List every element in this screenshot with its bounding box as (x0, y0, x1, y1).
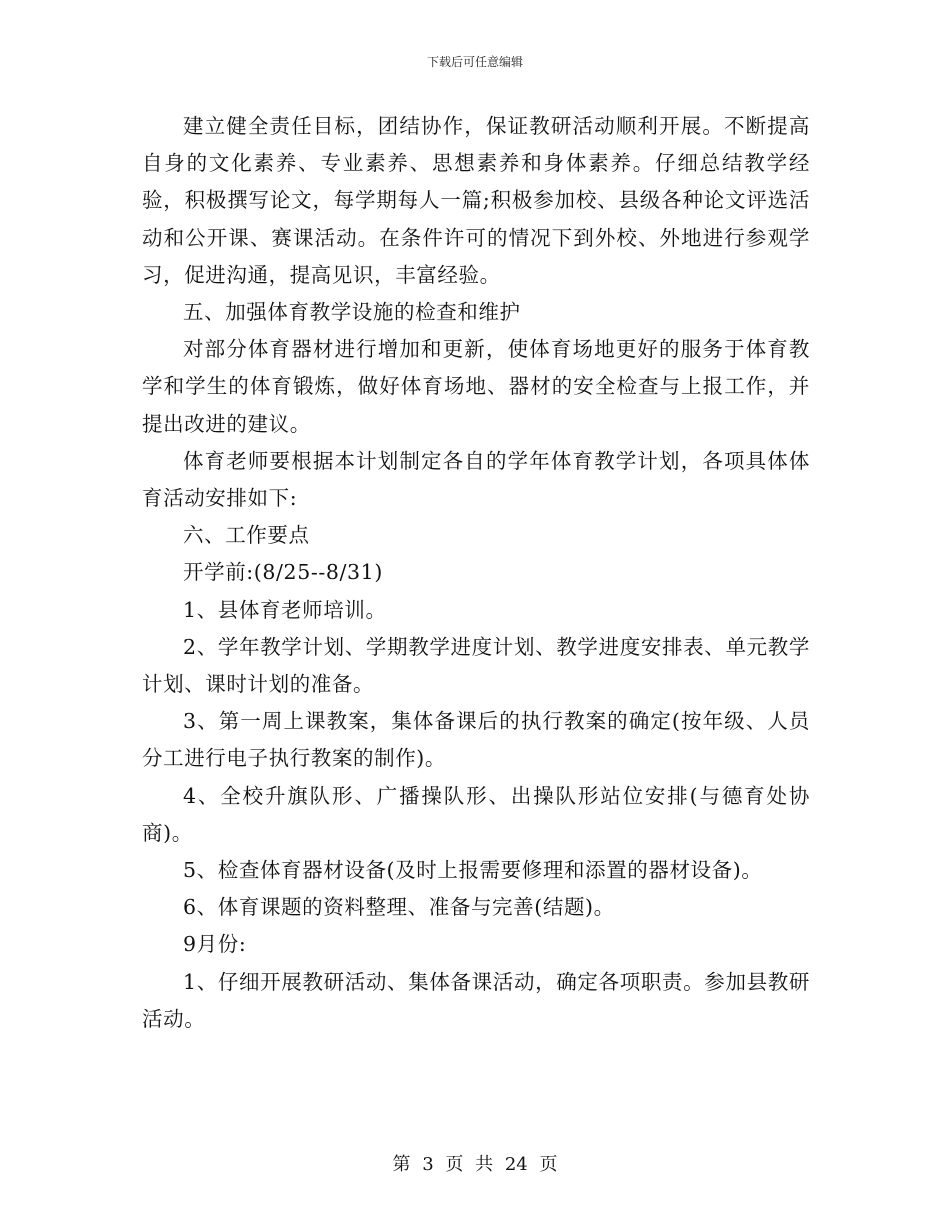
list-item: 5、检查体育器材设备(及时上报需要修理和添置的器材设备)。 (183, 858, 763, 883)
list-item: 3、第一周上课教案，集体备课后的执行教案的确定(按年级、人员分工进行电子执行教案的制作)。 (142, 709, 810, 771)
list-item: 2、学年教学计划、学期教学进度计划、教学进度安排表、单元教学计划、课时计划的准备。 (142, 634, 810, 697)
list-item: 4、全校升旗队形、广播操队形、出操队形站位安排(与德育处协商)。 (142, 783, 810, 845)
section-heading-5: 五、加强体育教学设施的检查和维护 (183, 300, 521, 325)
paragraph-equipment: 对部分体育器材进行增加和更新，使体育场地更好的服务于体育教学和学生的体育锻炼，做好体育场地、器材的安全检查与上报工作，并提出改进的建议。 (142, 337, 810, 436)
paragraph-plan-intro: 体育老师要根据本计划制定各自的学年体育教学计划，各项具体体育活动安排如下: (142, 448, 810, 511)
page-number-footer: 第 3 页 共 24 页 (392, 1154, 558, 1175)
page-header: 下载后可任意编辑 (426, 55, 523, 69)
paragraph-responsibility: 建立健全责任目标，团结协作，保证教研活动顺利开展。不断提高自身的文化素养、专业素养、思想素养和身体素养。仔细总结教学经验，积极撰写论文，每学期每人一篇;积极参加校、县级各种论文评选活动和公开课、赛课活动。在条件许可的情况下到外校、外地进行参观学习，促进沟通，提高见识，丰富经验。 (142, 114, 810, 287)
period-heading-september: 9月份: (183, 932, 247, 957)
section-heading-6: 六、工作要点 (183, 523, 310, 548)
document-body (142, 108, 810, 1038)
list-item: 1、县体育老师培训。 (183, 597, 387, 622)
list-item: 1、仔细开展教研活动、集体备课活动，确定各项职责。参加县教研活动。 (142, 969, 810, 1031)
list-item: 6、体育课题的资料整理、准备与完善(结题)。 (183, 895, 615, 920)
period-heading-pre-term: 开学前:(8/25--8/31) (183, 560, 383, 585)
